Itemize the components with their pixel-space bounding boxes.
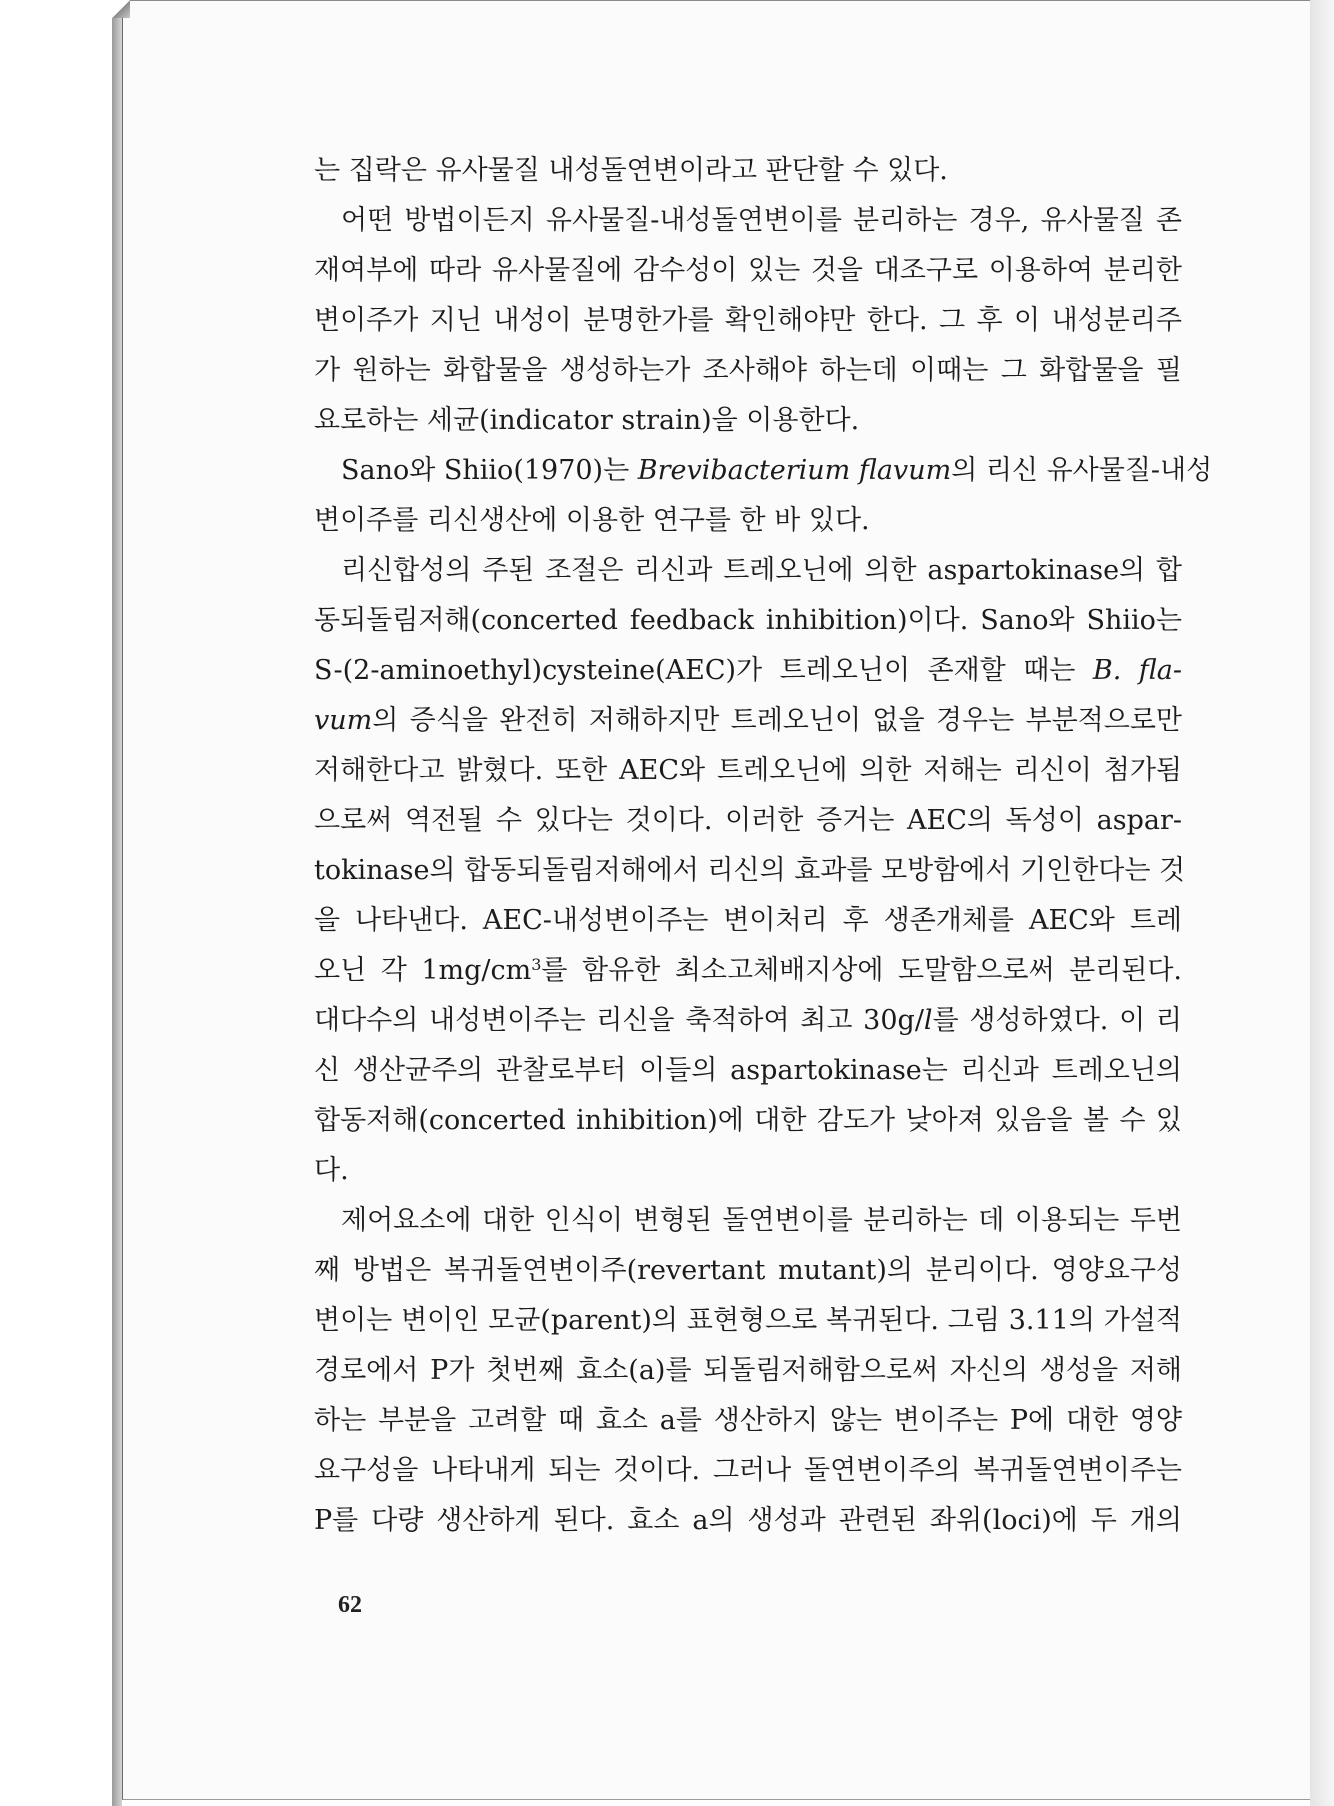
text-run: 변이주가 지닌 내성이 분명한가를 확인해야만 한다. 그 후 이 내성분리주 — [314, 305, 1182, 336]
italic-text: l — [923, 1005, 933, 1036]
text-line — [314, 1196, 1182, 1246]
page-corner-fold — [112, 0, 130, 18]
text-run: 으로써 역전될 수 있다는 것이다. 이러한 증거는 AEC의 독성이 aspar- — [314, 805, 1182, 836]
text-line — [314, 896, 1182, 946]
text-line — [314, 1296, 1182, 1346]
text-run: 째 방법은 복귀돌연변이주(revertant mutant)의 분리이다. 영양요구성 — [314, 1255, 1182, 1286]
text-run: 의 증식을 완전히 저해하지만 트레오닌이 없을 경우는 부분적으로만 — [372, 705, 1182, 736]
text-line — [314, 196, 1182, 246]
text-run: 신 생산균주의 관찰로부터 이들의 aspartokinase는 리신과 트레오닌의 — [314, 1055, 1182, 1086]
italic-text: B. fla- — [1092, 655, 1182, 686]
text-run: 를 함유한 최소고체배지상에 도말함으로써 분리된다. — [541, 955, 1183, 986]
text-run: 어떤 방법이든지 유사물질-내성돌연변이를 분리하는 경우, 유사물질 존 — [341, 205, 1182, 236]
text-run: 요구성을 나타내게 되는 것이다. 그러나 돌연변이주의 복귀돌연변이주는 — [314, 1455, 1182, 1486]
text-line — [314, 1446, 1182, 1496]
text-line — [314, 696, 1182, 746]
text-run: 는 집락은 유사물질 내성돌연변이라고 판단할 수 있다. — [314, 155, 948, 186]
text-run: 저해한다고 밝혔다. 또한 AEC와 트레오닌에 의한 저해는 리신이 첨가됨 — [314, 755, 1182, 786]
text-line — [314, 546, 1182, 596]
text-line — [314, 446, 1213, 496]
text-line — [314, 1146, 1182, 1196]
text-run: 변이주를 리신생산에 이용한 연구를 한 바 있다. — [314, 505, 870, 536]
text-run: 경로에서 P가 첫번째 효소(a)를 되돌림저해함으로써 자신의 생성을 저해 — [314, 1355, 1182, 1386]
text-line — [314, 1046, 1182, 1096]
text-line — [314, 296, 1182, 346]
text-line — [314, 646, 1182, 696]
text-line — [314, 1096, 1182, 1146]
text-line — [314, 1246, 1182, 1296]
text-run: 를 생성하였다. 이 리 — [932, 1005, 1182, 1036]
text-run: 오닌 각 1mg/cm — [314, 955, 532, 986]
text-line — [314, 246, 1182, 296]
text-line — [314, 346, 1182, 396]
book-spine-edge — [112, 0, 122, 1806]
text-run: 제어요소에 대한 인식이 변형된 돌연변이를 분리하는 데 이용되는 두번 — [341, 1205, 1182, 1236]
italic-text: vum — [314, 705, 373, 736]
text-run: 리신합성의 주된 조절은 리신과 트레오닌에 의한 aspartokinase의 합 — [341, 555, 1182, 586]
text-run: 의 리신 유사물질-내성 — [951, 455, 1213, 486]
text-line — [314, 746, 1182, 796]
text-line — [314, 846, 1186, 896]
text-line — [314, 496, 1182, 546]
text-run: 가 원하는 화합물을 생성하는가 조사해야 하는데 이때는 그 화합물을 필 — [314, 355, 1182, 386]
text-run: 다. — [314, 1155, 349, 1186]
text-run: 합동저해(concerted inhibition)에 대한 감도가 낮아져 있음을 볼 수 있 — [314, 1105, 1182, 1136]
superscript: 3 — [531, 955, 542, 974]
text-run: P를 다량 생산하게 된다. 효소 a의 생성과 관련된 좌위(loci)에 두 개의 — [314, 1505, 1182, 1536]
text-line — [314, 1396, 1182, 1446]
text-run: 재여부에 따라 유사물질에 감수성이 있는 것을 대조구로 이용하여 분리한 — [314, 255, 1182, 286]
text-run: S-(2-aminoethyl)cysteine(AEC)가 트레오닌이 존재할 때는 — [314, 655, 1093, 686]
text-line — [314, 596, 1182, 646]
text-run: 변이는 변이인 모균(parent)의 표현형으로 복귀된다. 그림 3.11의 가설적 — [314, 1305, 1182, 1336]
text-line — [314, 396, 1182, 446]
text-line — [314, 146, 1182, 196]
text-run: 요로하는 세균(indicator strain)을 이용한다. — [314, 405, 860, 436]
text-run: 대다수의 내성변이주는 리신을 축적하여 최고 30g/ — [314, 1005, 924, 1036]
text-line — [314, 946, 1182, 996]
page-number: 62 — [338, 1592, 362, 1618]
text-line — [314, 996, 1182, 1046]
page-right-margin — [1310, 0, 1334, 1806]
text-run: Sano와 Shiio(1970)는 — [341, 455, 638, 486]
italic-text: Brevibacterium flavum — [637, 455, 952, 486]
text-run: 하는 부분을 고려할 때 효소 a를 생산하지 않는 변이주는 P에 대한 영양 — [314, 1405, 1182, 1436]
body-text — [314, 146, 1213, 1546]
text-run: 을 나타낸다. AEC-내성변이주는 변이처리 후 생존개체를 AEC와 트레 — [314, 905, 1182, 936]
text-run: tokinase의 합동되돌림저해에서 리신의 효과를 모방함에서 기인한다는 것 — [314, 855, 1186, 886]
text-line — [314, 1496, 1182, 1546]
text-run: 동되돌림저해(concerted feedback inhibition)이다. Sano와 Shiio는 — [314, 605, 1182, 636]
text-line — [314, 796, 1182, 846]
text-line — [314, 1346, 1182, 1396]
